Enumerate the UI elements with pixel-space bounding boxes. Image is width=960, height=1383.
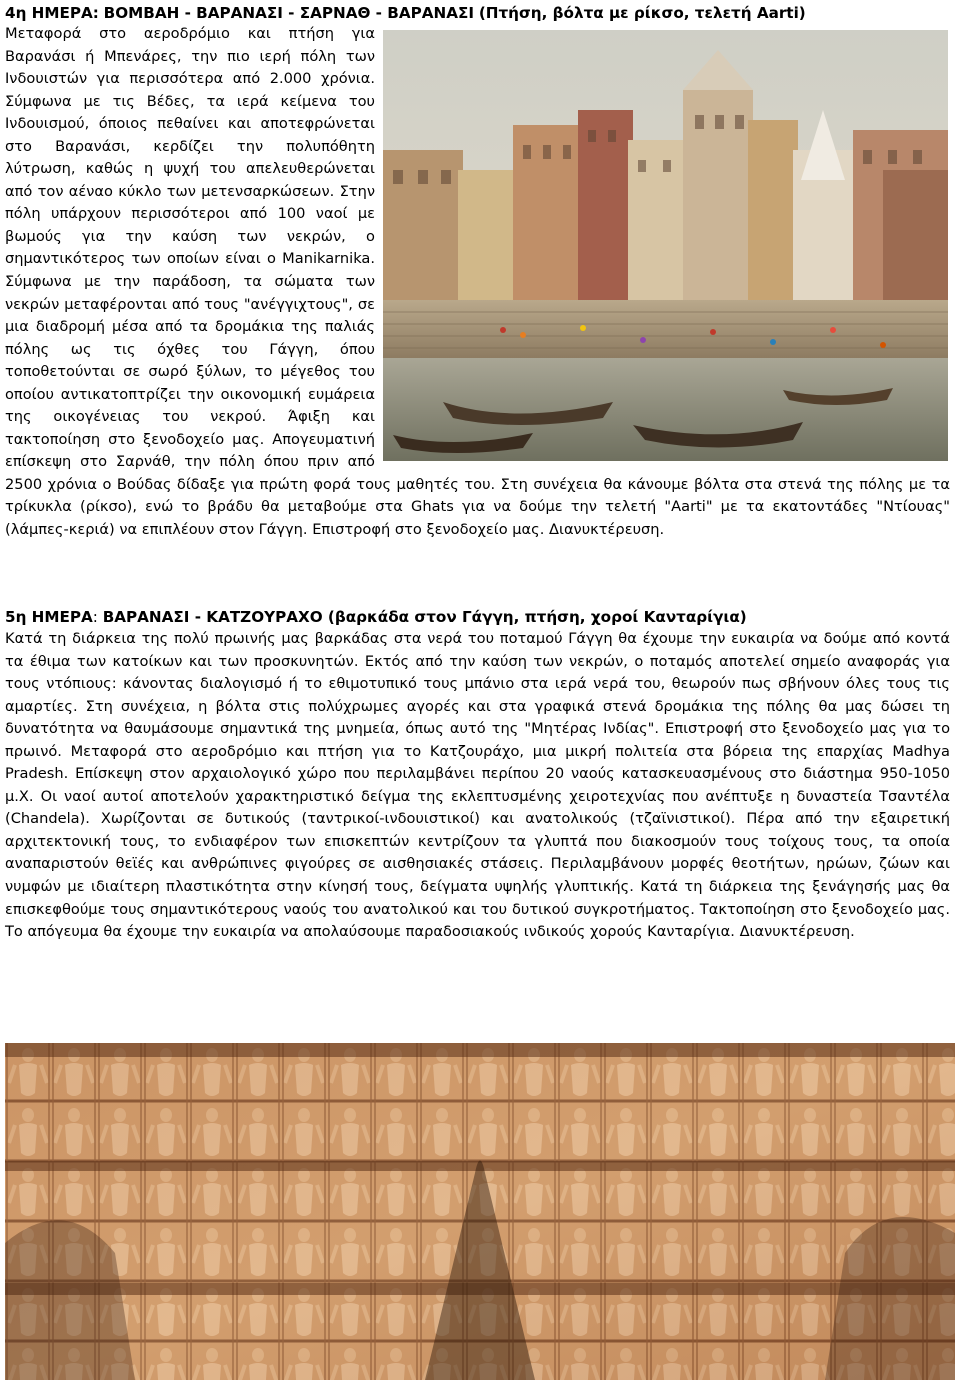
khajuraho-temple-sculptures-photo (5, 1043, 955, 1380)
varanasi-figure (383, 23, 950, 469)
day4-heading-title: ΒΟΜΒΑΗ - ΒΑΡΑΝΑΣΙ - ΣΑΡΝΑΘ - ΒΑΡΑΝΑΣΙ (103, 4, 474, 22)
day5-paragraph: Κατά τη διάρκεια της πολύ πρωινής μας βαρκάδας στα νερά του ποταμού Γάγγη θα έχουμε την ευκαιρία να δούμε από κοντά τα έθιμα των κατοίκων και των προσκυνητών. Εκτός από την καύση των νεκρών, ο ποταμός αποτελεί σημείο αναφοράς για τους ντόπιους: κάνοντας διαλογισμό ή το εθιμοτυπικό τους μπάνιο στα ιερά νερά του, θεωρούν πως σβήνουν όλες τους τις αμαρτίες. Στη συνέχεια, η βόλτα στις πολύχρωμες αγορές και στα γραφικά στενά δρομάκια της πόλης θα μας δώσει τη δυνατότητα να θαυμάσουμε σημαντικά της μνημεία, όπως αυτό της "Μητέρας Ινδίας". Επιστροφή στο ξενοδοχείο μας για το πρωινό. Μεταφορά στο αεροδρόμιο και πτήση για το Κατζουράχο, μια μικρή πολιτεία στα βόρεια της επαρχίας Madhya Pradesh. Επίσκεψη στον αρχαιολογικό χώρο που περιλαμβάνει περίπου 20 ναούς κατασκευασμένους στο διάστημα 950-1050 μ.Χ. Οι ναοί αυτοί αποτελούν χαρακτηριστικό δείγμα της εκλεπτυσμένης χειροτεχνίας που ανέπτυξε η δυναστεία Τσαντέλα (Chandela). Χωρίζονται σε δυτικούς (ταντρικοί-ινδουιστικοί) και ανατολικούς (τζαϊνιστικοί). Πέρα από την εξαιρετική αρχιτεκτονική τους, το ενδιαφέρον των επισκεπτών κεντρίζουν τα γλυπτά που διακοσμούν τους τοίχους τους, τα οποία αναπαριστούν θεϊές και ανθρώπινες φιγούρες σε αισθησιακές στάσεις. Περιλαμβάνουν μορφές θεοτήτων, ηρώων, ζώων και νυμφών με ιδιαίτερη πλαστικότητα στην κίνησή τους, δείγματα υψηλής γλυπτικής. Κατά τη διάρκεια της ξενάγησής μας θα επισκεφθούμε τους σημαντικότερους ναούς του ανατολικού και του δυτικού συγκροτήματος. Τακτοποίηση στο ξενοδοχείο μας. Το απόγευμα θα έχουμε την ευκαιρία να απολαύσουμε παραδοσιακούς ινδικούς χορούς Κανταρίγια. Διανυκτέρευση. (5, 630, 950, 941)
day4-heading-note: (Πτήση, βόλτα με ρίκσο, τελετή Aarti) (478, 4, 806, 22)
day4-heading-label: 4η ΗΜΕΡΑ: (5, 4, 99, 22)
day4-heading (5, 2, 806, 24)
day4-paragraph: Μεταφορά στο αεροδρόμιο και πτήση για Βαρανάσι ή Μπενάρες, την πιο ιερή πόλη των Ινδουιστών για περισσότερα από 2.000 χρόνια. Σύμφωνα με τις Βέδες, τα ιερά κείμενα του Ινδουισμού, όποιος πεθαίνει και αποτεφρώνεται στο Βαρανάσι, κερδίζει την πολυπόθητη λύτρωση, καθώς η ψυχή του απελευθερώνεται από τον αέναο κύκλο των μετενσαρκώσεων. Στην πόλη υπάρχουν περισσότεροι από 100 ναοί με βωμούς για την καύση των νεκρών, ο σημαντικότερος των οποίων είναι ο Manikarnika. Σύμφωνα με την παράδοση, τα σώματα των νεκρών μεταφέρονται από τους "ανέγγιχτους", σε μια διαδρομή μέσα από τα δρομάκια της παλιάς πόλης ως τις όχθες του Γάγγη, όπου τοποθετούνται σε σωρό ξύλων, το μέγεθος του οποίου αντικατοπτρίζει την οικονομική ευμάρεια της οικογένειας του νεκρού. Άφιξη και τακτοποίηση στο ξενοδοχείο μας. Απογευματινή επίσκεψη στο Σαρνάθ, την πόλη όπου πριν από 2500 χρόνια ο Βούδας δίδαξε για πρώτη φορά τους μαθητές του. Στη συνέχεια θα κάνουμε βόλτα στα στενά της πόλης με τα τρίκυκλα (ρίκσο), ενώ το βράδυ θα μεταβούμε στα Ghats για να δούμε την τελετή "Aarti" με τα εκατοντάδες "Ντίουας" (λάμπες-κεριά) να επιπλέουν στον Γάγγη. Επιστροφή στο ξενοδοχείο μας. Διανυκτέρευση. (5, 25, 950, 539)
day4-section (5, 23, 950, 542)
day5-heading-title: ΒΑΡΑΝΑΣΙ - ΚΑΤΖΟΥΡΑΧΟ (βαρκάδα στον Γάγγη, πτήση, χοροί Κανταρίγια) (102, 608, 747, 626)
day5-heading (5, 606, 747, 628)
day5-heading-label: 5η ΗΜΕΡΑ (5, 608, 93, 626)
day5-heading-colon: : (92, 608, 103, 626)
varanasi-ghats-photo (383, 30, 948, 461)
